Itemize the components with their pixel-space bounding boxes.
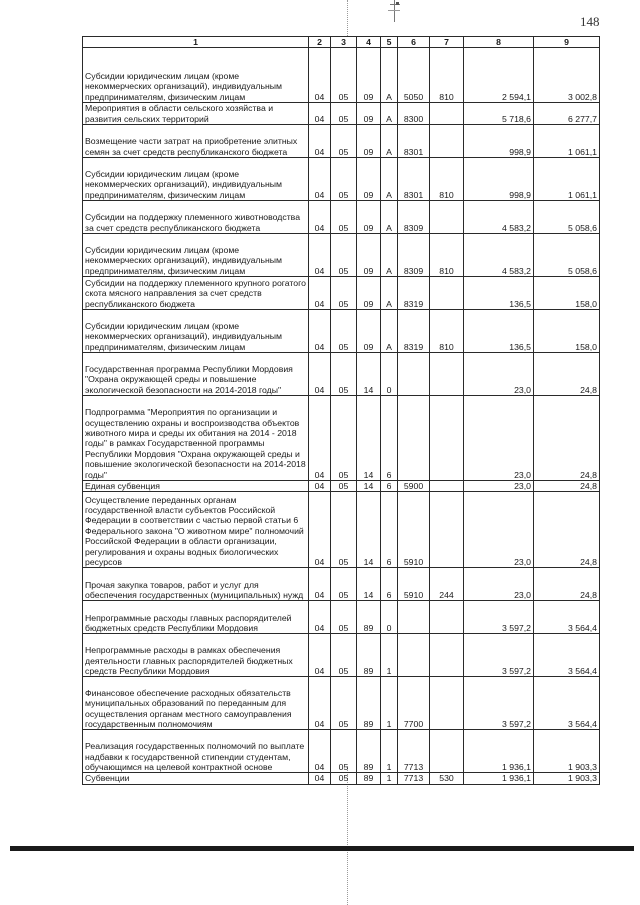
cell-sub: А — [381, 310, 398, 353]
cell-art: 7713 — [398, 730, 430, 773]
cell-pr: 05 — [331, 634, 357, 677]
table-body — [83, 48, 600, 785]
cell-sum-2015: 23,0 — [464, 481, 534, 492]
cell-sum-2015: 998,9 — [464, 158, 534, 201]
header-cell: 9 — [534, 37, 600, 48]
cell-sum-2015: 136,5 — [464, 310, 534, 353]
cell-pr: 05 — [331, 277, 357, 310]
cell-sub: 6 — [381, 492, 398, 568]
table-row — [83, 125, 600, 158]
cell-sum-2016: 1 903,3 — [534, 730, 600, 773]
table-row — [83, 568, 600, 601]
cell-pr: 05 — [331, 601, 357, 634]
table-row — [83, 310, 600, 353]
cell-art — [398, 396, 430, 481]
cell-art: 8301 — [398, 125, 430, 158]
cell-name: Субсидии на поддержку племенного крупного рогатого скота мясного направления за счет средств республиканского бюджета — [83, 277, 309, 310]
cell-prog: 89 — [357, 730, 381, 773]
cell-sub: 6 — [381, 481, 398, 492]
cell-sum-2016: 158,0 — [534, 310, 600, 353]
scan-stamp-mark — [370, 0, 420, 24]
cell-pr: 05 — [331, 773, 357, 784]
cell-vr — [430, 730, 464, 773]
cell-rz: 04 — [309, 481, 331, 492]
table-row — [83, 634, 600, 677]
cell-sub: А — [381, 201, 398, 234]
cell-pr: 05 — [331, 201, 357, 234]
header-cell: 7 — [430, 37, 464, 48]
cell-sum-2015: 2 594,1 — [464, 48, 534, 103]
cell-pr: 05 — [331, 677, 357, 730]
table-row — [83, 481, 600, 492]
cell-prog: 09 — [357, 125, 381, 158]
cell-art: 5910 — [398, 492, 430, 568]
cell-sum-2015: 136,5 — [464, 277, 534, 310]
cell-sub: 1 — [381, 730, 398, 773]
cell-vr — [430, 353, 464, 396]
cell-art: 8309 — [398, 201, 430, 234]
cell-rz: 04 — [309, 234, 331, 277]
cell-vr: 810 — [430, 310, 464, 353]
cell-prog: 14 — [357, 492, 381, 568]
cell-rz: 04 — [309, 634, 331, 677]
cell-vr: 530 — [430, 773, 464, 784]
cell-prog: 89 — [357, 773, 381, 784]
cell-prog: 09 — [357, 234, 381, 277]
cell-rz: 04 — [309, 103, 331, 125]
cell-sum-2016: 24,8 — [534, 481, 600, 492]
cell-sum-2015: 1 936,1 — [464, 773, 534, 784]
cell-art — [398, 634, 430, 677]
cell-sum-2016: 24,8 — [534, 492, 600, 568]
cell-vr — [430, 396, 464, 481]
cell-name: Подпрограмма "Мероприятия по организации и осуществлению охраны и воспроизводства объектов животного мира и среды их обитания на 2014 - 2018 годы" в рамках Государственной программы Республики Мордовия "Охрана окружающей среды и повышение экологической безопасности на 2014-2018 годы" — [83, 396, 309, 481]
cell-rz: 04 — [309, 677, 331, 730]
cell-sum-2016: 1 061,1 — [534, 158, 600, 201]
table-row — [83, 234, 600, 277]
cell-name: Субсидии юридическим лицам (кроме некоммерческих организаций), индивидуальным предпринимателям, физическим лицам — [83, 48, 309, 103]
cell-sum-2015: 4 583,2 — [464, 234, 534, 277]
cell-art: 8319 — [398, 310, 430, 353]
cell-rz: 04 — [309, 730, 331, 773]
cell-vr — [430, 103, 464, 125]
cell-vr — [430, 125, 464, 158]
cell-art: 7713 — [398, 773, 430, 784]
table-row — [83, 277, 600, 310]
budget-table — [82, 36, 600, 785]
cell-name: Субсидии юридическим лицам (кроме некоммерческих организаций), индивидуальным предпринимателям, физическим лицам — [83, 234, 309, 277]
cell-name: Непрограммные расходы в рамках обеспечения деятельности главных распорядителей бюджетных средств Республики Мордовия — [83, 634, 309, 677]
cell-name: Субсидии на поддержку племенного животноводства за счет средств республиканского бюджета — [83, 201, 309, 234]
cell-prog: 14 — [357, 396, 381, 481]
cell-art: 8309 — [398, 234, 430, 277]
cell-sum-2015: 23,0 — [464, 353, 534, 396]
cell-prog: 09 — [357, 201, 381, 234]
cell-art: 8301 — [398, 158, 430, 201]
cell-rz: 04 — [309, 353, 331, 396]
cell-sum-2016: 24,8 — [534, 353, 600, 396]
cell-sum-2016: 1 061,1 — [534, 125, 600, 158]
cell-name: Реализация государственных полномочий по выплате надбавки к государственной стипендии студентам, обучающимся на целевой контрактной основе — [83, 730, 309, 773]
cell-name: Прочая закупка товаров, работ и услуг для обеспечения государственных (муниципальных) нужд — [83, 568, 309, 601]
cell-prog: 09 — [357, 310, 381, 353]
cell-pr: 05 — [331, 125, 357, 158]
table-row — [83, 158, 600, 201]
cell-sub: 0 — [381, 601, 398, 634]
cell-art: 8319 — [398, 277, 430, 310]
header-cell: 2 — [309, 37, 331, 48]
header-cell: 5 — [381, 37, 398, 48]
cell-pr: 05 — [331, 234, 357, 277]
cell-art: 5900 — [398, 481, 430, 492]
cell-name: Осуществление переданных органам государственной власти субъектов Российской Федерации в соответствии с частью первой статьи 6 Федерального закона "О животном мире" полномочий Российской Федерации в области организации, регулирования и охраны водных биологических ресурсов — [83, 492, 309, 568]
table-row — [83, 103, 600, 125]
cell-sum-2016: 6 277,7 — [534, 103, 600, 125]
fold-line-top — [347, 0, 348, 36]
cell-name: Мероприятия в области сельского хозяйства и развития сельских территорий — [83, 103, 309, 125]
cell-prog: 09 — [357, 158, 381, 201]
cell-sum-2015: 4 583,2 — [464, 201, 534, 234]
cell-rz: 04 — [309, 492, 331, 568]
cell-name: Возмещение части затрат на приобретение элитных семян за счет средств республиканского бюджета — [83, 125, 309, 158]
header-cell: 8 — [464, 37, 534, 48]
cell-rz: 04 — [309, 568, 331, 601]
cell-rz: 04 — [309, 773, 331, 784]
cell-sum-2016: 1 903,3 — [534, 773, 600, 784]
cell-name: Финансовое обеспечение расходных обязательств муниципальных образований по переданным для осуществления органам местного самоуправления государственным полномочиям — [83, 677, 309, 730]
table-header-row — [83, 37, 600, 48]
cell-sum-2015: 3 597,2 — [464, 677, 534, 730]
cell-sum-2016: 3 564,4 — [534, 601, 600, 634]
cell-sub: А — [381, 125, 398, 158]
cell-sum-2016: 158,0 — [534, 277, 600, 310]
cell-rz: 04 — [309, 310, 331, 353]
cell-sub: А — [381, 103, 398, 125]
cell-sum-2015: 998,9 — [464, 125, 534, 158]
cell-art — [398, 353, 430, 396]
cell-prog: 09 — [357, 277, 381, 310]
cell-art: 5910 — [398, 568, 430, 601]
table-row — [83, 601, 600, 634]
cell-art: 5050 — [398, 48, 430, 103]
table-row — [83, 730, 600, 773]
cell-prog: 14 — [357, 568, 381, 601]
page-number: 148 — [580, 14, 600, 29]
cell-pr: 05 — [331, 492, 357, 568]
cell-name: Субсидии юридическим лицам (кроме некоммерческих организаций), индивидуальным предпринимателям, физическим лицам — [83, 158, 309, 201]
cell-pr: 05 — [331, 396, 357, 481]
cell-sum-2015: 5 718,6 — [464, 103, 534, 125]
cell-vr — [430, 481, 464, 492]
cell-vr — [430, 634, 464, 677]
cell-sum-2016: 24,8 — [534, 568, 600, 601]
cell-sum-2016: 3 564,4 — [534, 677, 600, 730]
cell-prog: 89 — [357, 677, 381, 730]
cell-vr — [430, 601, 464, 634]
cell-rz: 04 — [309, 48, 331, 103]
cell-prog: 14 — [357, 481, 381, 492]
fold-line-bottom — [347, 766, 348, 905]
cell-vr: 810 — [430, 234, 464, 277]
cell-rz: 04 — [309, 396, 331, 481]
cell-pr: 05 — [331, 353, 357, 396]
cell-sum-2016: 24,8 — [534, 396, 600, 481]
cell-sub: 6 — [381, 396, 398, 481]
cell-sub: А — [381, 158, 398, 201]
cell-vr — [430, 492, 464, 568]
cell-sub: 1 — [381, 773, 398, 784]
header-cell: 3 — [331, 37, 357, 48]
cell-rz: 04 — [309, 201, 331, 234]
cell-vr — [430, 201, 464, 234]
header-cell: 4 — [357, 37, 381, 48]
cell-sum-2015: 3 597,2 — [464, 601, 534, 634]
cell-vr: 810 — [430, 158, 464, 201]
cell-vr — [430, 677, 464, 730]
cell-vr: 244 — [430, 568, 464, 601]
cell-pr: 05 — [331, 48, 357, 103]
cell-rz: 04 — [309, 601, 331, 634]
cell-sub: 1 — [381, 634, 398, 677]
header-cell: 6 — [398, 37, 430, 48]
cell-prog: 14 — [357, 353, 381, 396]
cell-sub: А — [381, 234, 398, 277]
cell-prog: 89 — [357, 634, 381, 677]
cell-sum-2015: 23,0 — [464, 492, 534, 568]
cell-vr — [430, 277, 464, 310]
table-row — [83, 773, 600, 784]
cell-rz: 04 — [309, 277, 331, 310]
table-row — [83, 492, 600, 568]
cell-sub: 6 — [381, 568, 398, 601]
cell-sum-2016: 5 058,6 — [534, 201, 600, 234]
cell-name: Единая субвенция — [83, 481, 309, 492]
bottom-rule — [10, 846, 634, 851]
table-row — [83, 48, 600, 103]
cell-rz: 04 — [309, 125, 331, 158]
cell-art: 8300 — [398, 103, 430, 125]
cell-art — [398, 601, 430, 634]
cell-pr: 05 — [331, 568, 357, 601]
cell-sub: 0 — [381, 353, 398, 396]
cell-pr: 05 — [331, 481, 357, 492]
cell-name: Субсидии юридическим лицам (кроме некоммерческих организаций), индивидуальным предпринимателям, физическим лицам — [83, 310, 309, 353]
cell-sum-2016: 3 002,8 — [534, 48, 600, 103]
cell-sub: 1 — [381, 677, 398, 730]
cell-name: Субвенции — [83, 773, 309, 784]
table-row — [83, 677, 600, 730]
cell-prog: 09 — [357, 103, 381, 125]
table-row — [83, 396, 600, 481]
cell-prog: 09 — [357, 48, 381, 103]
cell-sum-2015: 23,0 — [464, 568, 534, 601]
cell-sum-2015: 3 597,2 — [464, 634, 534, 677]
cell-sum-2015: 1 936,1 — [464, 730, 534, 773]
cell-sum-2015: 23,0 — [464, 396, 534, 481]
cell-pr: 05 — [331, 158, 357, 201]
cell-name: Непрограммные расходы главных распорядителей бюджетных средств Республики Мордовия — [83, 601, 309, 634]
table-row — [83, 201, 600, 234]
cell-art: 7700 — [398, 677, 430, 730]
cell-sum-2016: 5 058,6 — [534, 234, 600, 277]
cell-pr: 05 — [331, 103, 357, 125]
cell-prog: 89 — [357, 601, 381, 634]
cell-pr: 05 — [331, 730, 357, 773]
cell-rz: 04 — [309, 158, 331, 201]
header-cell: 1 — [83, 37, 309, 48]
cell-sub: А — [381, 277, 398, 310]
cell-name: Государственная программа Республики Мордовия "Охрана окружающей среды и повышение экологической безопасности на 2014-2018 годы" — [83, 353, 309, 396]
table-row — [83, 353, 600, 396]
cell-vr: 810 — [430, 48, 464, 103]
cell-sub: А — [381, 48, 398, 103]
cell-sum-2016: 3 564,4 — [534, 634, 600, 677]
cell-pr: 05 — [331, 310, 357, 353]
